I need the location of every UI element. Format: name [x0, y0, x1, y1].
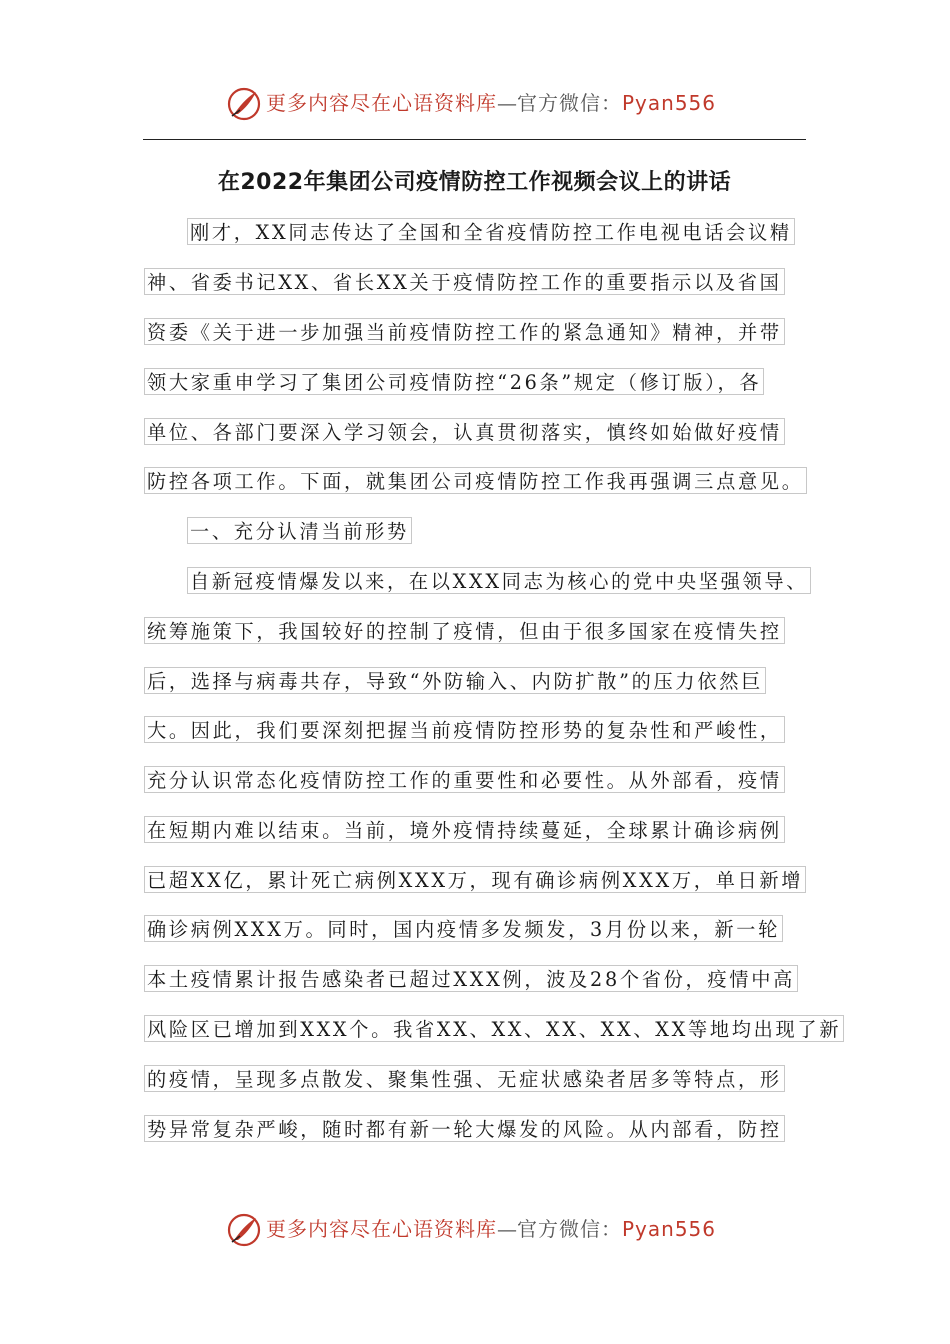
text-line: 刚才，XX同志传达了全国和全省疫情防控工作电视电话会议精: [187, 218, 795, 245]
text-line: 势异常复杂严峻，随时都有新一轮大爆发的风险。从内部看，防控: [144, 1115, 785, 1142]
banner-main: 更多内容尽在心语资料库: [266, 91, 497, 115]
header-banner: [0, 82, 950, 126]
text-line: 已超XX亿，累计死亡病例XXX万，现有确诊病例XXX万，单日新增: [144, 866, 806, 893]
banner-dash: —: [497, 91, 517, 115]
banner-wechat: Pyan556: [622, 91, 717, 115]
text-line: 后，选择与病毒共存，导致“外防输入、内防扩散”的压力依然巨: [144, 667, 766, 694]
document-title: 在2022年集团公司疫情防控工作视频会议上的讲话: [217, 170, 732, 195]
text-line: 单位、各部门要深入学习领会，认真贯彻落实，慎终如始做好疫情: [144, 418, 785, 445]
text-line: 领大家重申学习了集团公司疫情防控“26条”规定（修订版），各: [144, 368, 764, 395]
text-line: 的疫情，呈现多点散发、聚集性强、无症状感染者居多等特点，形: [144, 1065, 785, 1092]
text-line: 统筹施策下，我国较好的控制了疫情，但由于很多国家在疫情失控: [144, 617, 785, 644]
banner-official: 官方微信：: [517, 1217, 622, 1241]
text-line: 充分认识常态化疫情防控工作的重要性和必要性。从外部看，疫情: [144, 766, 785, 793]
text-line: 本土疫情累计报告感染者已超过XXX例，波及28个省份，疫情中高: [144, 965, 798, 992]
text-line: 神、省委书记XX、省长XX关于疫情防控工作的重要指示以及省国: [144, 268, 785, 295]
banner-text: [266, 90, 716, 116]
banner-dash: —: [497, 1217, 517, 1241]
banner-wechat: Pyan556: [622, 1217, 717, 1241]
quill-logo-icon: [226, 1212, 262, 1248]
text-line: 大。因此，我们要深刻把握当前疫情防控形势的复杂性和严峻性，: [144, 716, 785, 743]
quill-logo-icon: [226, 86, 262, 122]
footer-banner: [0, 1208, 950, 1252]
text-line: 防控各项工作。下面，就集团公司疫情防控工作我再强调三点意见。: [144, 467, 807, 494]
text-line: 在短期内难以结束。当前，境外疫情持续蔓延，全球累计确诊病例: [144, 816, 785, 843]
text-line: 资委《关于进一步加强当前疫情防控工作的紧急通知》精神，并带: [144, 318, 785, 345]
section-heading: 一、充分认清当前形势: [187, 517, 412, 544]
banner-text: [266, 1216, 716, 1242]
banner-main: 更多内容尽在心语资料库: [266, 1217, 497, 1241]
header-divider: [143, 139, 806, 140]
text-line: 确诊病例XXX万。同时，国内疫情多发频发，3月份以来，新一轮: [144, 915, 783, 942]
banner-official: 官方微信：: [517, 91, 622, 115]
text-line: 风险区已增加到XXX个。我省XX、XX、XX、XX、XX等地均出现了新: [144, 1015, 844, 1042]
text-line: 自新冠疫情爆发以来，在以XXX同志为核心的党中央坚强领导、: [187, 567, 811, 594]
